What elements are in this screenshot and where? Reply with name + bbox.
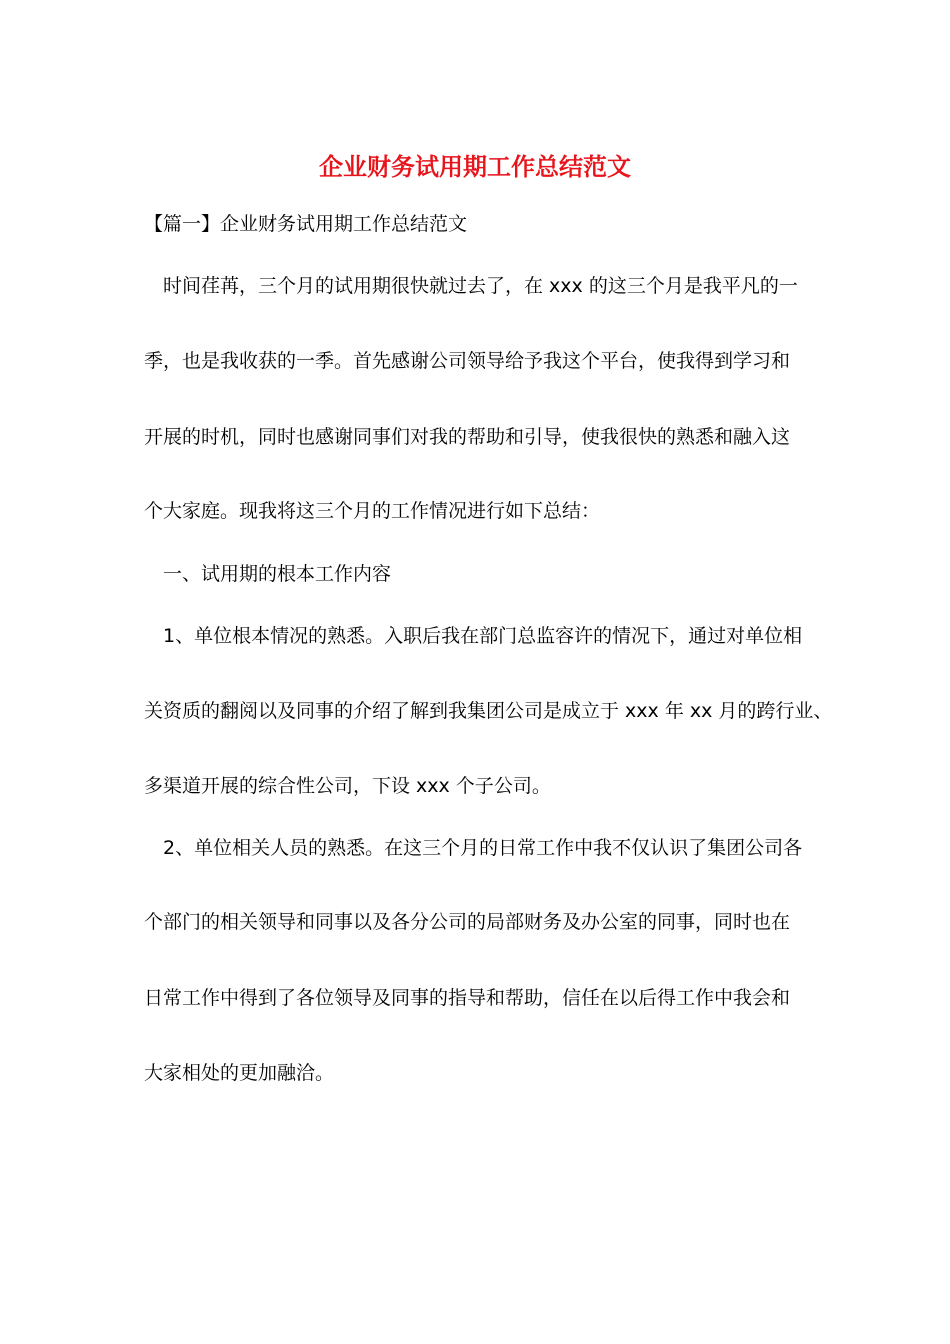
paragraph-line: 季，也是我收获的一季。首先感谢公司领导给予我这个平台，使我得到学习和 [144, 350, 791, 372]
section-heading: 【篇一】企业财务试用期工作总结范文 [144, 213, 468, 235]
paragraph-line: 2、单位相关人员的熟悉。在这三个月的日常工作中我不仅认识了集团公司各 [163, 837, 803, 859]
document-title: 企业财务试用期工作总结范文 [319, 152, 631, 181]
subsection-heading: 一、试用期的根本工作内容 [163, 563, 392, 585]
paragraph-line: 开展的时机，同时也感谢同事们对我的帮助和引导，使我很快的熟悉和融入这 [144, 426, 791, 448]
paragraph-line: 1、单位根本情况的熟悉。入职后我在部门总监容许的情况下，通过对单位相 [163, 625, 803, 647]
paragraph-line: 个部门的相关领导和同事以及各分公司的局部财务及办公室的同事，同时也在 [144, 911, 791, 933]
paragraph-line: 时间荏苒，三个月的试用期很快就过去了，在 xxx 的这三个月是我平凡的一 [163, 275, 798, 297]
paragraph-line: 多渠道开展的综合性公司，下设 xxx 个子公司。 [144, 775, 551, 797]
paragraph-line: 个大家庭。现我将这三个月的工作情况进行如下总结： [144, 500, 601, 522]
paragraph-line: 关资质的翻阅以及同事的介绍了解到我集团公司是成立于 xxx 年 xx 月的跨行业、 [144, 700, 833, 722]
paragraph-line: 日常工作中得到了各位领导及同事的指导和帮助，信任在以后得工作中我会和 [144, 987, 791, 1009]
paragraph-line: 大家相处的更加融洽。 [144, 1062, 335, 1084]
